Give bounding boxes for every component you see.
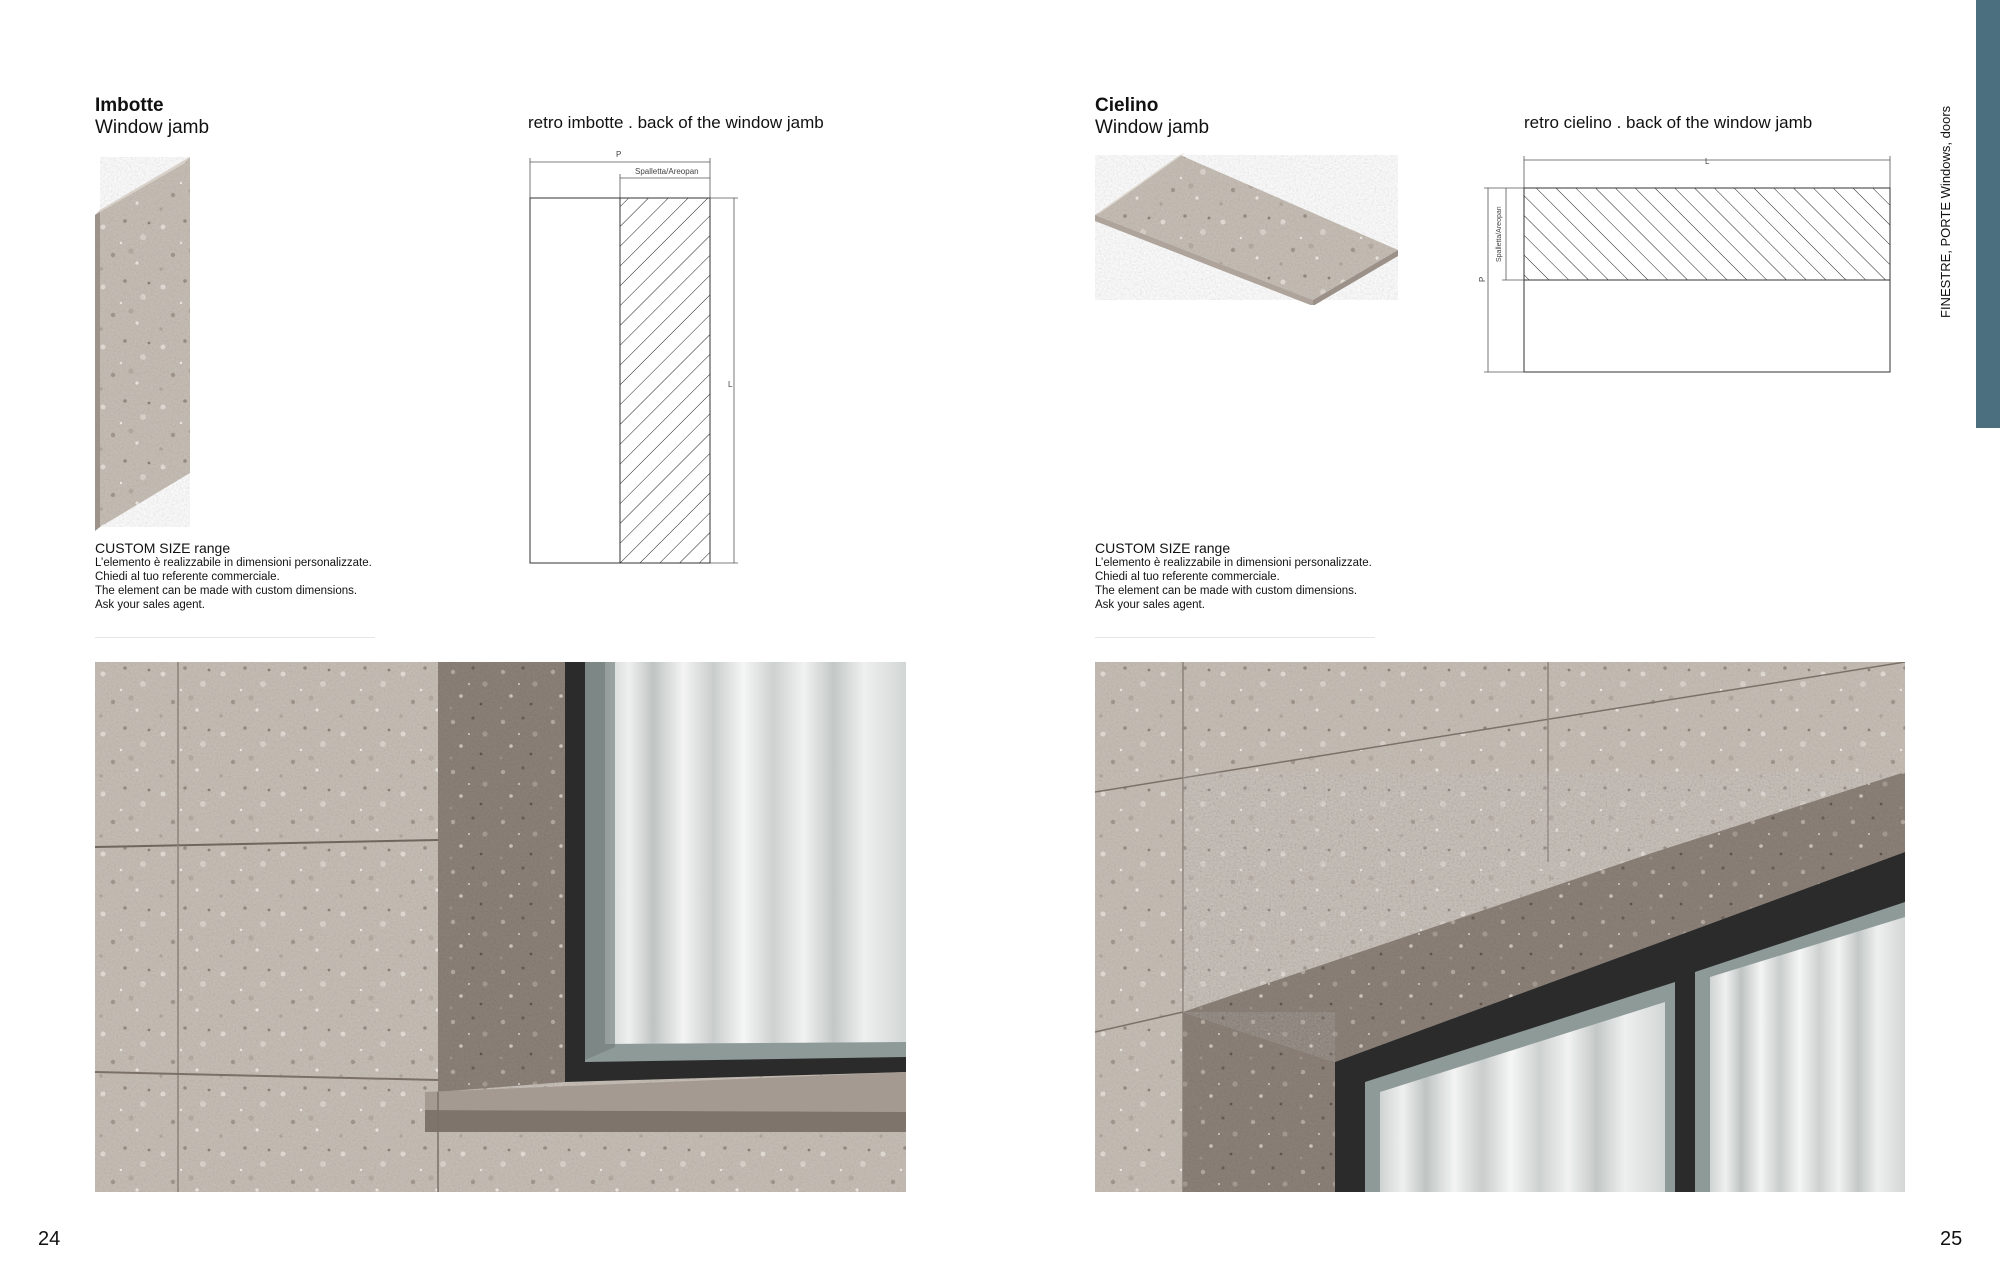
imbotte-technical-drawing (520, 148, 750, 568)
right-separator (1095, 637, 1375, 638)
left-subtitle: Window jamb (95, 117, 210, 138)
left-drawing-label: retro imbotte . back of the window jamb (528, 113, 824, 132)
right-dim-l: L (1705, 157, 1710, 166)
left-custom-line-2: Chiedi al tuo referente commerciale. (95, 571, 280, 583)
left-title: Imbotte (95, 95, 164, 116)
right-custom-size-block (1095, 540, 1475, 612)
right-dim-p: P (1478, 276, 1487, 282)
left-custom-title: CUSTOM SIZE range (95, 540, 231, 556)
section-side-label: FINESTRE, PORTE Windows, doors (1938, 105, 1953, 318)
right-page-number: 25 (1940, 1228, 1963, 1250)
left-custom-line-4: Ask your sales agent. (95, 599, 205, 611)
cielino-product-image (1095, 150, 1405, 305)
left-dim-l: L (728, 380, 733, 389)
right-installation-photo (1095, 662, 1905, 1192)
right-custom-line-3: The element can be made with custom dimensions. (1095, 585, 1358, 597)
right-drawing-label: retro cielino . back of the window jamb (1524, 113, 1813, 132)
right-dim-spalletta: Spalletta/Areopan (1496, 206, 1503, 262)
right-custom-line-2: Chiedi al tuo referente commerciale. (1095, 571, 1280, 583)
left-dim-spalletta: Spalletta/Areopan (635, 167, 699, 176)
right-title: Cielino (1095, 95, 1159, 116)
left-custom-line-1: L’elemento è realizzabile in dimensioni personalizzate. (95, 557, 372, 569)
right-custom-line-1: L’elemento è realizzabile in dimensioni personalizzate. (1095, 557, 1372, 569)
right-custom-title: CUSTOM SIZE range (1095, 540, 1231, 556)
right-custom-line-4: Ask your sales agent. (1095, 599, 1205, 611)
left-custom-size-block (95, 540, 475, 612)
left-custom-line-3: The element can be made with custom dimensions. (95, 585, 358, 597)
cielino-technical-drawing (1480, 152, 1895, 382)
imbotte-product-image (95, 155, 195, 535)
right-subtitle: Window jamb (1095, 117, 1210, 138)
section-side-tab (1976, 0, 2000, 428)
left-page-number: 24 (38, 1228, 61, 1250)
left-separator (95, 637, 375, 638)
left-installation-photo (95, 662, 906, 1192)
left-dim-p: P (616, 150, 622, 159)
